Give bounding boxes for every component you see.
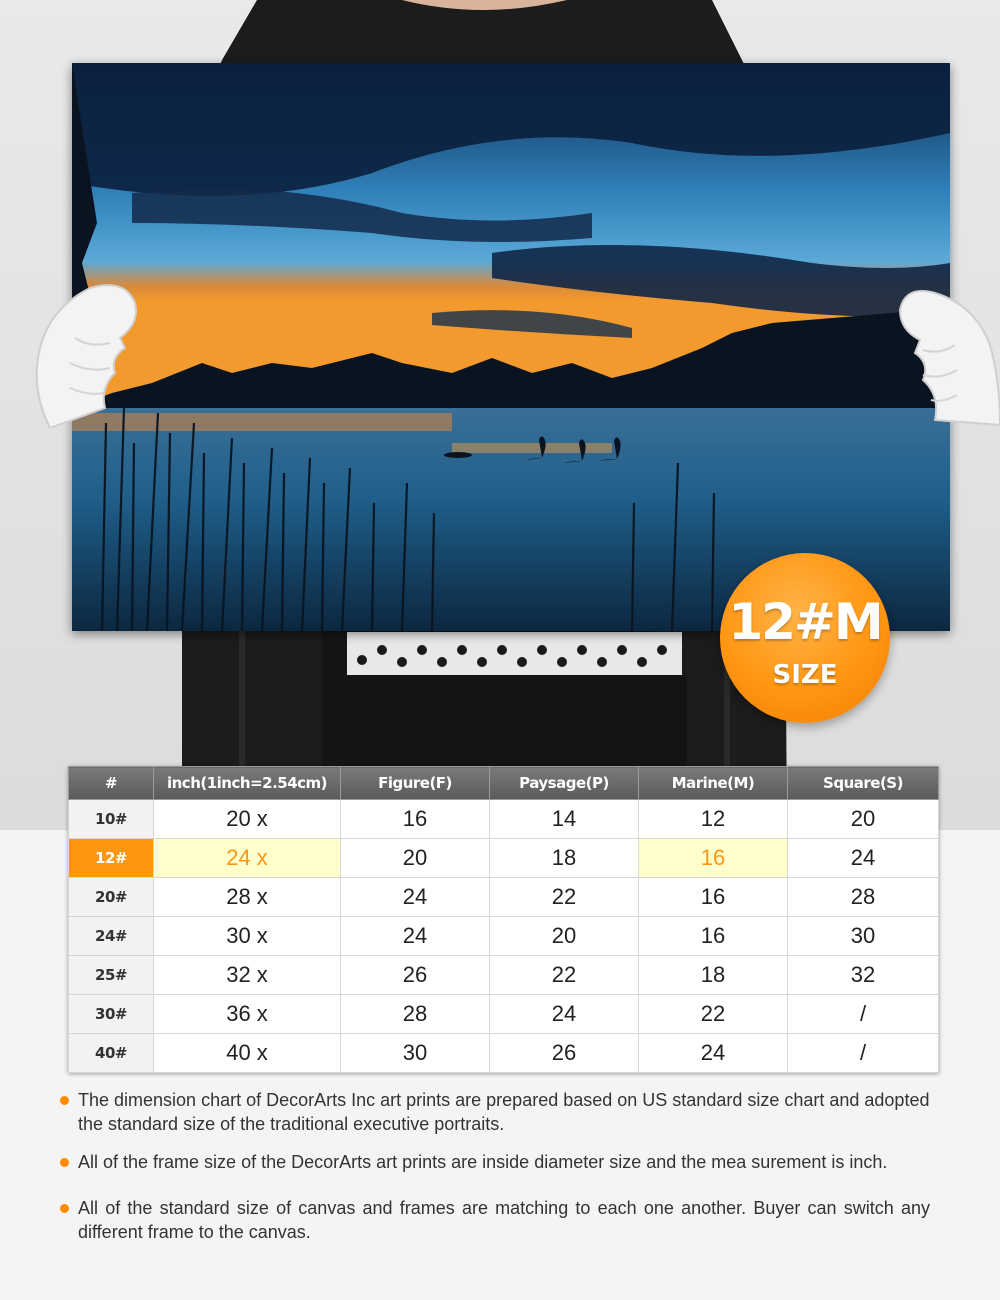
note-item bbox=[60, 1196, 930, 1244]
table-cell: 26 bbox=[341, 956, 490, 995]
note-item bbox=[60, 1150, 887, 1174]
table-cell: 14 bbox=[490, 800, 639, 839]
table-cell: 20 x bbox=[154, 800, 341, 839]
table-cell: / bbox=[788, 995, 939, 1034]
table-cell: 28 bbox=[788, 878, 939, 917]
column-header: Paysage(P) bbox=[490, 767, 639, 800]
table-cell: 24 bbox=[341, 878, 490, 917]
table-cell-highlighted: 16 bbox=[639, 839, 788, 878]
column-header: inch(1inch=2.54cm) bbox=[154, 767, 341, 800]
bullet-dot-icon bbox=[60, 1158, 69, 1167]
table-cell: 20 bbox=[490, 917, 639, 956]
note-item bbox=[60, 1088, 930, 1136]
table-cell: 18 bbox=[639, 956, 788, 995]
badge-size-code: 12#M bbox=[728, 593, 882, 651]
table-cell: 20 bbox=[788, 800, 939, 839]
bullet-dot-icon bbox=[60, 1204, 69, 1213]
table-cell: 20 bbox=[341, 839, 490, 878]
size-number: 12# bbox=[69, 839, 154, 878]
table-cell: 16 bbox=[639, 878, 788, 917]
note-text: All of the frame size of the DecorArts art prints are inside diameter size and the mea surement is inch. bbox=[78, 1152, 888, 1172]
table-cell: 30 bbox=[341, 1034, 490, 1073]
table-row bbox=[69, 1034, 939, 1073]
table-cell: 30 x bbox=[154, 917, 341, 956]
table-cell: 16 bbox=[341, 800, 490, 839]
table-row bbox=[69, 956, 939, 995]
badge-size-label: SIZE bbox=[772, 660, 838, 690]
column-header: Marine(M) bbox=[639, 767, 788, 800]
table-row bbox=[69, 878, 939, 917]
table-cell: 28 bbox=[341, 995, 490, 1034]
table-cell: 32 bbox=[788, 956, 939, 995]
right-glove bbox=[895, 285, 1000, 435]
table-row bbox=[69, 995, 939, 1034]
size-number: 40# bbox=[69, 1034, 154, 1073]
table-row-highlighted bbox=[69, 839, 939, 878]
bullet-dot-icon bbox=[60, 1096, 69, 1105]
table-cell: 26 bbox=[490, 1034, 639, 1073]
table-cell: 28 x bbox=[154, 878, 341, 917]
table-cell: 22 bbox=[490, 878, 639, 917]
table-cell: 16 bbox=[639, 917, 788, 956]
table-cell: 24 bbox=[341, 917, 490, 956]
table-cell: 40 x bbox=[154, 1034, 341, 1073]
column-header: Figure(F) bbox=[341, 767, 490, 800]
table-cell: 24 bbox=[788, 839, 939, 878]
table-header-row bbox=[69, 767, 939, 800]
table-cell: / bbox=[788, 1034, 939, 1073]
size-badge bbox=[720, 553, 890, 723]
size-number: 10# bbox=[69, 800, 154, 839]
table-cell: 12 bbox=[639, 800, 788, 839]
table-cell: 18 bbox=[490, 839, 639, 878]
size-number: 30# bbox=[69, 995, 154, 1034]
table-cell: 22 bbox=[639, 995, 788, 1034]
table-cell: 24 bbox=[639, 1034, 788, 1073]
table-row bbox=[69, 917, 939, 956]
lake-sunset-art-print bbox=[72, 63, 950, 631]
size-number: 20# bbox=[69, 878, 154, 917]
table-cell: 30 bbox=[788, 917, 939, 956]
left-glove bbox=[30, 278, 145, 428]
table-cell: 22 bbox=[490, 956, 639, 995]
note-text: The dimension chart of DecorArts Inc art prints are prepared based on US standard size chart and adopted the standard size of the traditional executive portraits. bbox=[78, 1090, 930, 1134]
size-number: 25# bbox=[69, 956, 154, 995]
column-header: Square(S) bbox=[788, 767, 939, 800]
note-text: All of the standard size of canvas and frames are matching to each one another. Buyer can switch any different frame to the canvas. bbox=[78, 1198, 930, 1242]
table-row bbox=[69, 800, 939, 839]
table-cell: 24 bbox=[490, 995, 639, 1034]
table-cell: 36 x bbox=[154, 995, 341, 1034]
table-cell: 32 x bbox=[154, 956, 341, 995]
size-chart-table bbox=[68, 766, 939, 1073]
table-cell-highlighted: 24 x bbox=[154, 839, 341, 878]
column-header: # bbox=[69, 767, 154, 800]
size-number: 24# bbox=[69, 917, 154, 956]
